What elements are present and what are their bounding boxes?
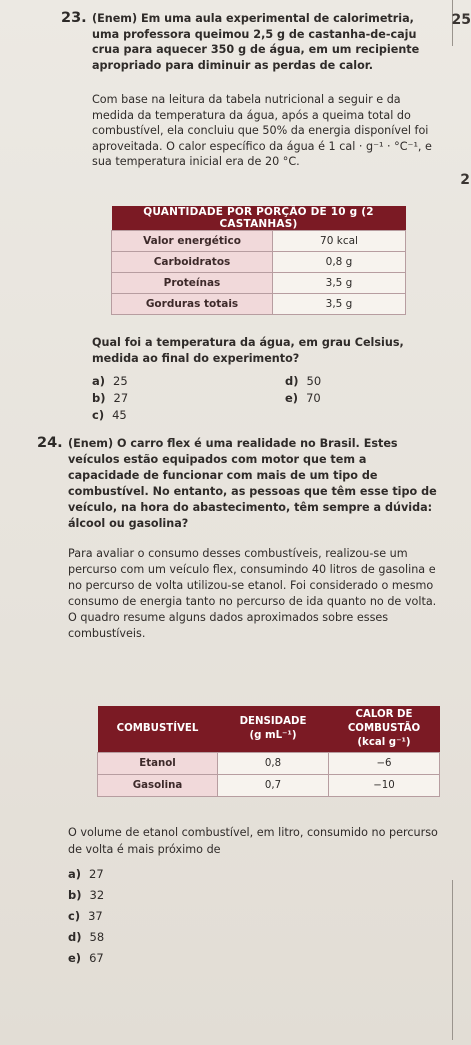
adjacent-question-number: 2 — [460, 172, 470, 188]
option-24-a[interactable]: a) 27 — [68, 867, 104, 881]
nutrition-row-label: Carboidratos — [112, 252, 273, 273]
fuel-density: 0,8 — [218, 753, 329, 775]
nutrition-row-value: 70 kcal — [273, 231, 406, 252]
option-24-e[interactable]: e) 67 — [68, 951, 104, 965]
option-24-c[interactable]: c) 37 — [68, 909, 103, 923]
fuel-column-header: COMBUSTÍVEL — [98, 706, 218, 753]
nutrition-row-value: 3,5 g — [273, 273, 406, 294]
nutrition-table — [111, 206, 406, 315]
fuel-heat: −10 — [329, 775, 440, 797]
question-24-body: Para avaliar o consumo desses combustíveis, realizou-se um percurso com um veículo flex, consumindo 40 litros de gasolina e no percurso de volta utilizou-se etanol. Foi considerado o mesmo consumo de energia tanto no percurso de ida quanto no de volta. O quadro resume alguns dados aproximados sobre esses combustíveis. — [68, 547, 437, 640]
nutrition-table-title: QUANTIDADE POR PORÇÃO DE 10 g (2 CASTANHAS) — [112, 206, 406, 231]
fuel-table — [97, 706, 440, 797]
fuel-density: 0,7 — [218, 775, 329, 797]
question-23-number: 23. — [61, 10, 87, 26]
question-23-stem: (Enem) Em uma aula experimental de calorimetria, uma professora queimou 2,5 g de castanha-de-caju crua para aquecer 350 g de água, em um recipiente apropriado para diminuir as perdas de calor. — [92, 12, 420, 72]
question-23-prompt: Qual foi a temperatura da água, em grau Celsius, medida ao final do experimento? — [92, 336, 404, 365]
fuel-name: Gasolina — [98, 775, 218, 797]
nutrition-row-label: Gorduras totais — [112, 294, 273, 315]
nutrition-row-value: 3,5 g — [273, 294, 406, 315]
question-23-body: Com base na leitura da tabela nutricional a seguir e da medida da temperatura da água, após a queima total do combustível, ela concluiu que 50% da energia disponível foi aproveitada. O calor específico da água é 1 cal · g⁻¹ · °C⁻¹, e sua temperatura inicial era de 20 °C. — [92, 93, 432, 168]
density-column-header: DENSIDADE (g mL⁻¹) — [218, 706, 329, 753]
option-23-d[interactable]: d) 50 — [285, 374, 322, 388]
fuel-name: Etanol — [98, 753, 218, 775]
column-divider — [452, 880, 453, 1040]
fuel-heat: −6 — [329, 753, 440, 775]
option-23-e[interactable]: e) 70 — [285, 391, 321, 405]
option-23-c[interactable]: c) 45 — [92, 408, 127, 422]
option-23-b[interactable]: b) 27 — [92, 391, 129, 405]
nutrition-row-label: Valor energético — [112, 231, 273, 252]
question-24-number: 24. — [37, 435, 63, 451]
option-23-a[interactable]: a) 25 — [92, 374, 128, 388]
option-24-d[interactable]: d) 58 — [68, 930, 105, 944]
question-24-prompt: O volume de etanol combustível, em litro, consumido no percurso de volta é mais próximo de — [68, 826, 438, 856]
combustion-heat-column-header: CALOR DE COMBUSTÃO (kcal g⁻¹) — [329, 706, 440, 753]
nutrition-row-value: 0,8 g — [273, 252, 406, 273]
adjacent-question-number: 25 — [451, 12, 471, 28]
nutrition-row-label: Proteínas — [112, 273, 273, 294]
question-24-stem: (Enem) O carro flex é uma realidade no Brasil. Estes veículos estão equipados com motor que tem a capacidade de funcionar com mais de um tipo de combustível. No entanto, as pessoas que têm esse tipo de veículo, na hora do abastecimento, têm sempre a dúvida: álcool ou gasolina? — [68, 437, 437, 530]
option-24-b[interactable]: b) 32 — [68, 888, 105, 902]
